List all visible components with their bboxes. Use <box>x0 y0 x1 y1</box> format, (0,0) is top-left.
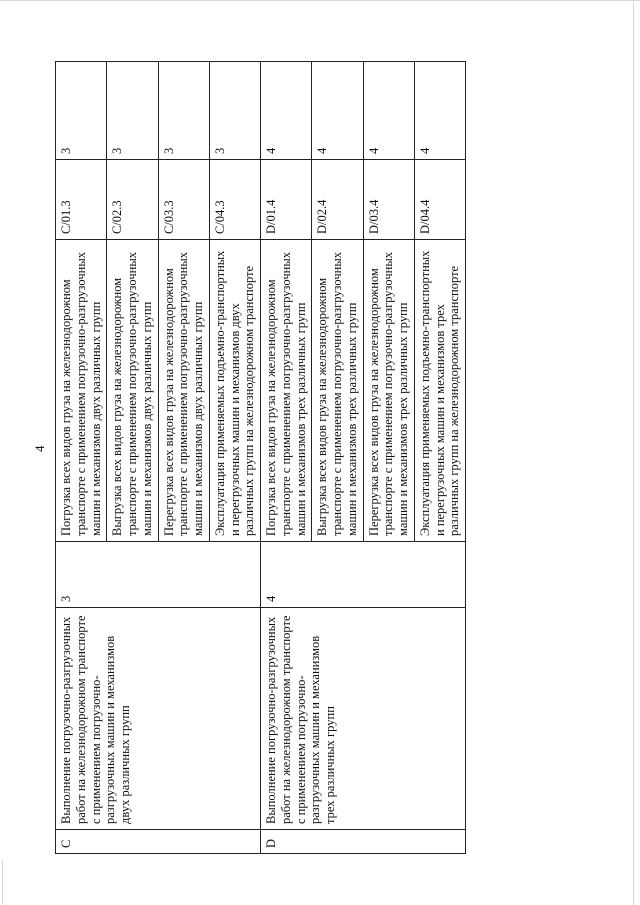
table-row <box>261 62 312 854</box>
function-code: D/04.4 <box>414 160 465 240</box>
group-name: Выполнение погрузочно-разгрузочных работ на железнодорожном транспорте с применением погрузочно-разгрузочных машин и механизмов трех различных групп <box>261 608 466 830</box>
group-level: 4 <box>261 542 466 608</box>
function-level: 4 <box>312 62 363 160</box>
group-code: D <box>261 830 466 854</box>
rotated-table-container <box>55 62 595 854</box>
function-name: Погрузка всех видов груза на железнодорожном транспорте с применением погрузочно-разгрузочных машин и механизмов трех различных групп <box>261 240 312 542</box>
group-level: 3 <box>56 542 261 608</box>
function-level: 4 <box>363 62 414 160</box>
function-level: 3 <box>107 62 158 160</box>
scan-edge-left <box>2 860 3 905</box>
scan-edge-top <box>0 0 640 1</box>
function-name: Перегрузка всех видов груза на железнодорожном транспорте с применением погрузочно-разгрузочных машин и механизмов трех различных групп <box>363 240 414 542</box>
page-number: 4 <box>32 445 47 452</box>
function-code: C/02.3 <box>107 160 158 240</box>
functions-table <box>55 61 466 854</box>
function-name: Выгрузка всех видов груза на железнодорожном транспорте с применением погрузочно-разгрузочных машин и механизмов трех различных групп <box>312 240 363 542</box>
function-code: D/02.4 <box>312 160 363 240</box>
function-name: Выгрузка всех видов груза на железнодорожном транспорте с применением погрузочно-разгрузочных машин и механизмов двух различных групп <box>107 240 158 542</box>
function-level: 4 <box>261 62 312 160</box>
group-code: C <box>56 830 261 854</box>
function-name: Перегрузка всех видов груза на железнодорожном транспорте с применением погрузочно-разгрузочных машин и механизмов двух различных групп <box>158 240 209 542</box>
function-level: 3 <box>209 62 260 160</box>
function-name: Эксплуатация применяемых подъемно-транспортных и перегрузочных машин и механизмов трех различных групп на железнодорожном транспорте <box>414 240 465 542</box>
function-name: Погрузка всех видов груза на железнодорожном транспорте с применением погрузочно-разгрузочных машин и механизмов двух различных групп <box>56 240 107 542</box>
function-code: C/03.3 <box>158 160 209 240</box>
function-level: 3 <box>158 62 209 160</box>
function-level: 4 <box>414 62 465 160</box>
function-code: C/01.3 <box>56 160 107 240</box>
function-code: D/03.4 <box>363 160 414 240</box>
function-code: D/01.4 <box>261 160 312 240</box>
scan-edge-right <box>633 0 634 905</box>
function-level: 3 <box>56 62 107 160</box>
table-row <box>56 62 107 854</box>
function-code: C/04.3 <box>209 160 260 240</box>
group-name: Выполнение погрузочно-разгрузочных работ на железнодорожном транспорте с применением погрузочно-разгрузочных машин и механизмов двух различных групп <box>56 608 261 830</box>
function-name: Эксплуатация применяемых подъемно-транспортных и перегрузочных машин и механизмов двух различных групп на железнодорожном транспорте <box>209 240 260 542</box>
